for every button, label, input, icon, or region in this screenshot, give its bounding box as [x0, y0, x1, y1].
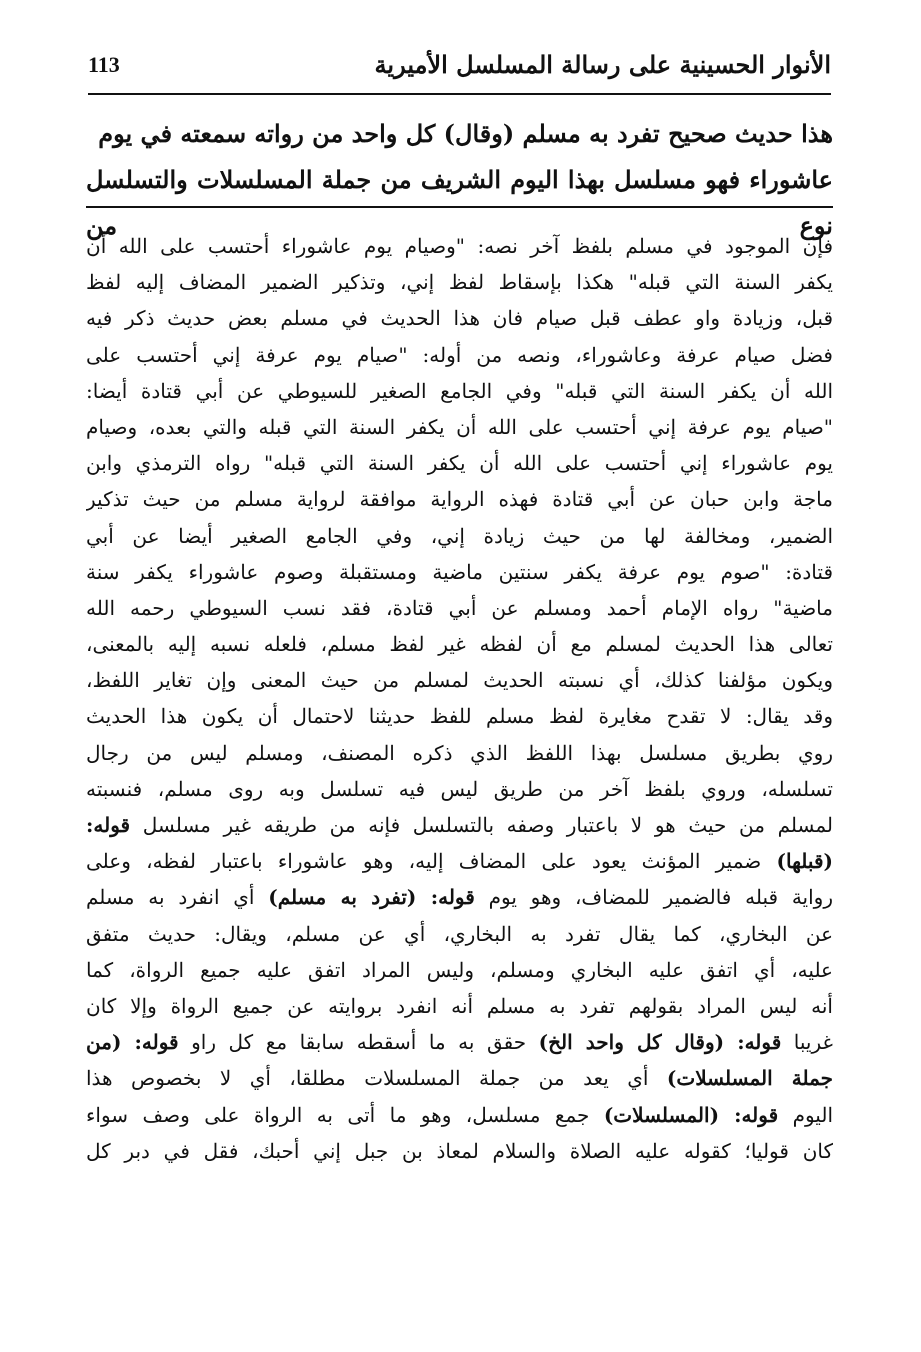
- commentary-segment: روي بطريق مسلسل بهذا اللفظ الذي ذكره المصنف، ومسلم ليس من رجال: [86, 740, 833, 765]
- commentary-segment: غريبا: [781, 1030, 833, 1055]
- commentary-segment: الضمير، ومخالفة لها من حيث زيادة إني، وفي الجامع الصغير أيضا عن أبي: [86, 523, 833, 548]
- commentary-segment: ماجة وابن حبان عن أبي قتادة فهذه الرواية موافقة لرواية مسلم من حيث تذكير: [86, 487, 833, 512]
- commentary-line: [86, 807, 833, 843]
- commentary-segment: فضل صيام عرفة وعاشوراء، ونصه من أوله: "صيام يوم عرفة إني أحتسب على: [86, 342, 833, 367]
- commentary-line: [86, 228, 833, 264]
- commentary-segment: اليوم: [778, 1102, 833, 1127]
- quoted-lemma: قوله: (تفرد به مسلم): [268, 885, 475, 910]
- quoted-lemma: قوله: (وقال كل واحد الخ): [538, 1030, 782, 1055]
- commentary-line: [86, 337, 833, 373]
- commentary-segment: الله أن يكفر السنة التي قبله" وفي الجامع الصغير للسيوطي عن أبي قتادة أيضا:: [86, 378, 833, 403]
- commentary-segment: تعالى هذا الحديث لمسلم مع أن لفظه غير لفظ مسلم، فلعله نسبه إليه بالمعنى،: [86, 632, 833, 657]
- commentary-segment: حقق به ما أسقطه سابقا مع كل راو: [178, 1030, 539, 1055]
- commentary-line: [86, 735, 833, 771]
- quoted-lemma: قوله: (المسلسلات): [603, 1102, 779, 1127]
- commentary-segment: قبل، وزيادة واو عطف قبل صيام فان هذا الحديث في مسلم بعض حديث ذكر فيه: [86, 306, 833, 331]
- commentary-line: [86, 518, 833, 554]
- commentary-segment: ضمير المؤنث يعود على المضاف إليه، وهو عاشوراء باعتبار لفظه، وعلى: [86, 849, 777, 874]
- commentary-segment: قتادة: "صوم يوم عرفة يكفر سنتين ماضية ومستقبلة وصوم عاشوراء يكفر سنة: [86, 559, 833, 584]
- commentary-line: [86, 843, 833, 879]
- commentary-segment: لمسلم من حيث هو لا باعتبار وصفه بالتسلسل فإنه من طريقه غير مسلسل: [130, 813, 833, 837]
- commentary-segment: رواية قبله فالضمير للمضاف، وهو يوم: [474, 885, 833, 910]
- commentary-line: [86, 879, 833, 915]
- quoted-lemma: قوله:: [86, 813, 131, 837]
- commentary-segment: فإن الموجود في مسلم بلفظ آخر نصه: "وصيام يوم عاشوراء أحتسب على الله أن: [86, 234, 833, 258]
- commentary-segment: أي يعد من جملة المسلسلات مطلقا، أي لا بخصوص هذا: [86, 1066, 667, 1091]
- matn-line: عاشوراء فهو مسلسل بهذا اليوم الشريف من جملة المسلسلات والتسلسل نوع من: [86, 165, 833, 240]
- commentary-line: [86, 1024, 833, 1060]
- commentary-line: [86, 373, 833, 409]
- commentary-line: [86, 445, 833, 481]
- commentary-segment: أي انفرد به مسلم: [86, 885, 269, 910]
- commentary-segment: ويكون مؤلفنا كذلك، أي نسبته الحديث لمسلم من حيث المعنى وإن تغاير اللفظ،: [86, 668, 833, 693]
- page-number: 113: [88, 52, 120, 77]
- commentary-line: [86, 300, 833, 336]
- commentary-segment: عن البخاري، كما يقال تفرد به البخاري، أي عن مسلم، ويقال: حديث متفق: [86, 921, 833, 946]
- commentary-segment: كان قوليا؛ كقوله عليه الصلاة والسلام لمعاذ بن جبل إني أحبك، فقل في دبر كل: [86, 1138, 833, 1163]
- commentary-line: [86, 1060, 833, 1096]
- commentary-line: [86, 626, 833, 662]
- commentary-line: [86, 916, 833, 952]
- commentary-line: [86, 698, 833, 734]
- commentary-segment: عليه، أي اتفق عليه البخاري ومسلم، وليس المراد اتفق عليه جميع الرواة، كما: [86, 957, 833, 982]
- commentary-segment: "صيام يوم عرفة إني أحتسب على الله أن يكفر السنة التي قبله والتي بعده، وصيام: [86, 414, 833, 439]
- commentary-line: [86, 662, 833, 698]
- commentary-line: [86, 771, 833, 807]
- commentary-segment: أنه ليس المراد بقولهم تفرد به مسلم أنه انفرد بروايته عن جميع الرواة وإلا كان: [86, 993, 833, 1018]
- commentary-segment: تسلسله، وروي بلفظ آخر من طريق ليس فيه تسلسل وبه روى مسلم، فنسبته: [86, 776, 833, 801]
- commentary-line: [86, 988, 833, 1024]
- commentary-segment: وقد يقال: لا تقدح مغايرة لفظ مسلم للفظ حديثنا لاحتمال أن يكون هذا الحديث: [86, 704, 833, 729]
- commentary-line: [86, 409, 833, 445]
- header-divider: [88, 93, 831, 95]
- commentary-line: [86, 1133, 833, 1169]
- commentary-segment: يوم عاشوراء إني أحتسب على الله أن يكفر السنة التي قبله" رواه الترمذي وابن: [86, 451, 833, 476]
- commentary-line: [86, 554, 833, 590]
- commentary-line: [86, 264, 833, 300]
- commentary-line: [86, 481, 833, 517]
- matn-divider: [86, 206, 833, 208]
- commentary-text: [86, 228, 833, 1169]
- quoted-lemma: قوله: (من: [86, 1030, 179, 1055]
- commentary-line: [86, 952, 833, 988]
- commentary-segment: جمع مسلسل، وهو ما أتى به الرواة على وصف سواء: [86, 1102, 604, 1127]
- commentary-segment: ماضية" رواه الإمام أحمد ومسلم عن أبي قتادة، فقد نسب السيوطي رحمه الله: [86, 595, 833, 620]
- matn-line: هذا حديث صحيح تفرد به مسلم (وقال) كل واحد من رواته سمعته في يوم: [98, 119, 833, 148]
- commentary-line: [86, 590, 833, 626]
- commentary-segment: يكفر السنة التي قبله" هكذا بإسقاط لفظ إني، وتذكير الضمير المضاف إليه لفظ: [86, 270, 833, 295]
- quoted-lemma: جملة المسلسلات): [666, 1066, 833, 1091]
- quoted-lemma: (قبلها): [776, 849, 833, 874]
- running-header: [88, 50, 831, 92]
- commentary-line: [86, 1097, 833, 1133]
- book-title: الأنوار الحسينية على رسالة المسلسل الأميرية: [374, 50, 831, 79]
